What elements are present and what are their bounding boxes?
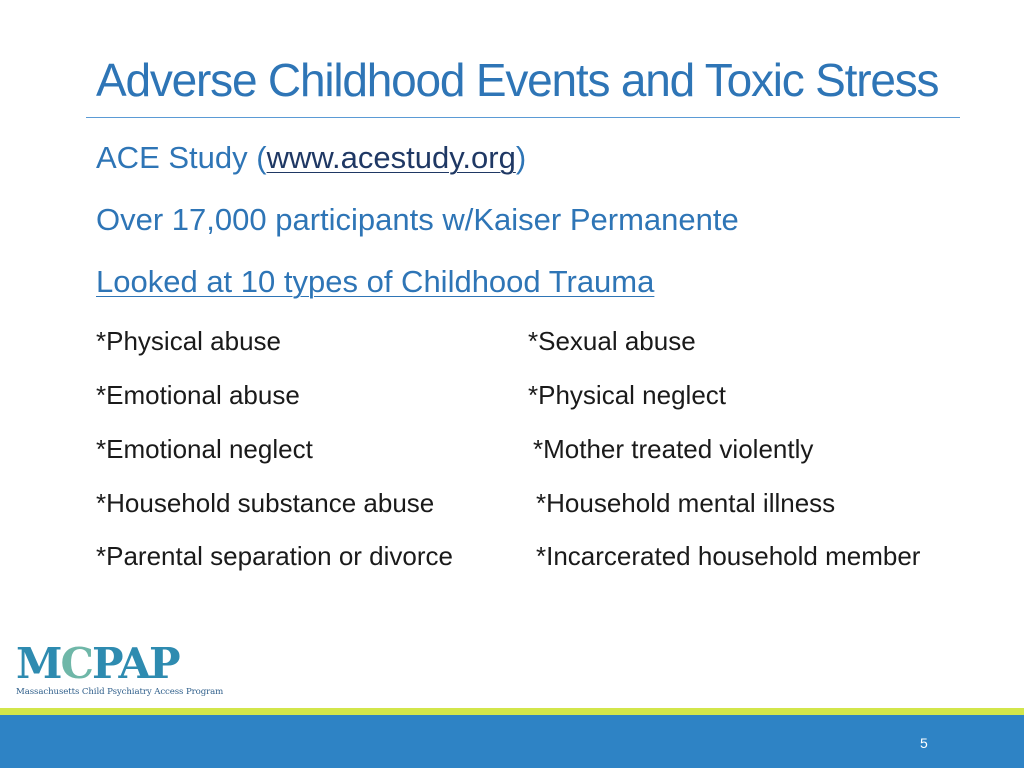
- trauma-item-right: *Household mental illness: [536, 488, 836, 518]
- ace-study-line: [96, 138, 526, 178]
- trauma-item-left: *Parental separation or divorce: [96, 541, 453, 571]
- footer-accent-band: [0, 708, 1024, 715]
- trauma-item-right: *Mother treated violently: [533, 434, 814, 464]
- trauma-types-heading: Looked at 10 types of Childhood Trauma: [96, 264, 655, 299]
- logo-letters-pap: PAP: [91, 639, 179, 688]
- logo-letter-m: M: [16, 639, 61, 688]
- slide-title: Adverse Childhood Events and Toxic Stress: [96, 54, 939, 106]
- mcpap-logo-mark: [16, 639, 198, 688]
- trauma-item-left: *Physical abuse: [96, 326, 281, 356]
- page-number: 5: [920, 735, 928, 751]
- ace-study-suffix: ): [515, 140, 527, 175]
- participants-line: Over 17,000 participants w/Kaiser Permanente: [96, 202, 739, 237]
- logo-letter-c: C: [60, 639, 92, 688]
- ace-study-prefix: ACE Study (: [96, 140, 267, 175]
- trauma-item-left: *Household substance abuse: [96, 488, 435, 518]
- trauma-item-right: *Sexual abuse: [528, 326, 696, 356]
- mcpap-logo: [16, 639, 224, 702]
- footer-band: [0, 715, 1024, 768]
- trauma-item-right: *Physical neglect: [528, 380, 726, 410]
- logo-subtitle: Massachusetts Child Psychiatry Access Program: [16, 687, 224, 697]
- title-divider: [86, 117, 960, 118]
- trauma-item-left: *Emotional neglect: [96, 434, 313, 464]
- trauma-item-right: *Incarcerated household member: [536, 541, 921, 571]
- acestudy-link[interactable]: www.acestudy.org: [266, 140, 516, 175]
- trauma-item-left: *Emotional abuse: [96, 380, 300, 410]
